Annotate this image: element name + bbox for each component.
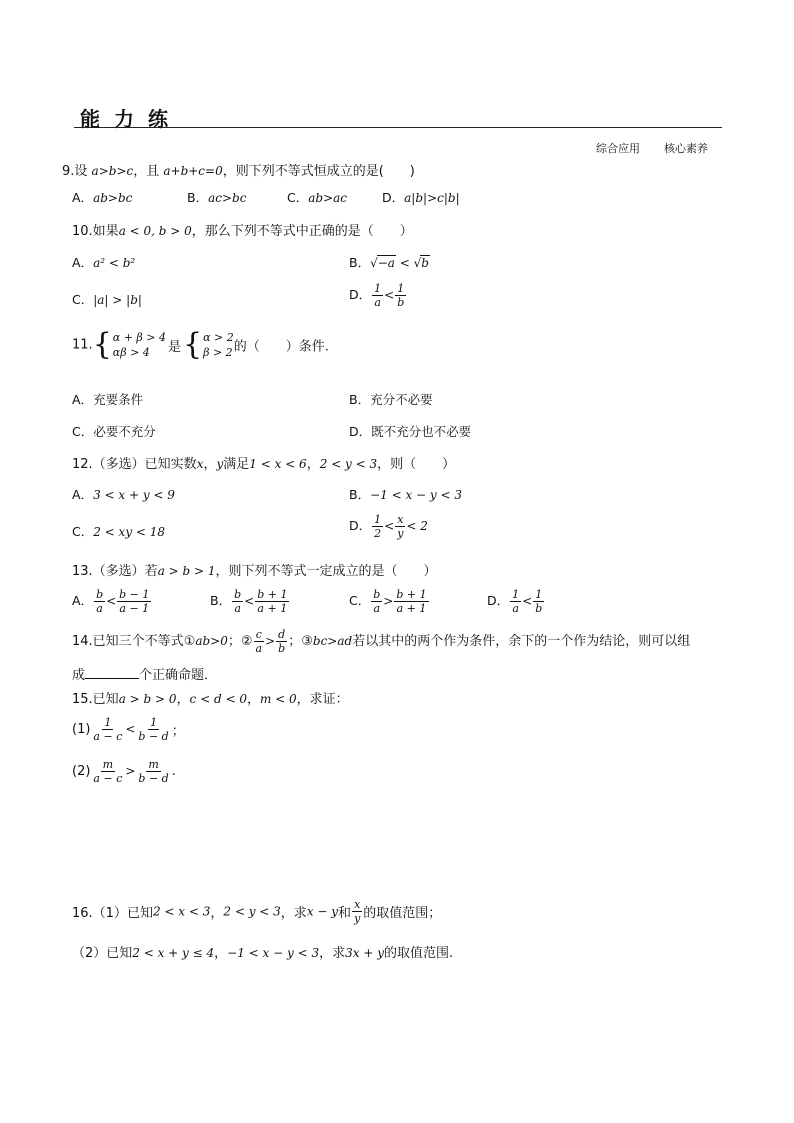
question-11-option-b[interactable]: B．充分不必要 <box>349 392 433 407</box>
question-12-option-d[interactable]: D． $\frac{1}{2}$ < $\frac{x}{y}$ < 2 <box>349 513 428 540</box>
question-15-stem: 15.已知a > b > 0，c < d < 0，m < 0，求证： <box>72 692 349 707</box>
question-13-option-c[interactable]: C． $\frac{b}{a}$ > $\frac{b + 1}{a + 1}$ <box>349 588 427 615</box>
question-11-option-d[interactable]: D．既不充分也不必要 <box>349 424 472 439</box>
question-15-part-1: (1) $\frac{1}{a - c}$ < $\frac{1}{b - d}$ ； <box>72 716 185 743</box>
question-9-stem: 9.设 a>b>c，且 a+b+c=0，则下列不等式恒成立的是( ) <box>62 164 415 179</box>
question-11-stem: 11. { α + β > 4 αβ > 4 是 { α > 2 β > 2 的（ ）条件. <box>72 327 329 362</box>
question-13-option-d[interactable]: D． $\frac{1}{a}$ < $\frac{1}{b}$ <box>487 588 543 615</box>
question-11-option-a[interactable]: A．充要条件 <box>72 392 144 407</box>
question-11-option-c[interactable]: C．必要不充分 <box>72 424 156 439</box>
question-12-option-b[interactable]: B．−1 < x − y < 3 <box>349 487 462 502</box>
question-16-part-2: （2）已知2 < x + y ≤ 4，−1 < x − y < 3，求3x + y的取值范围. <box>72 946 454 961</box>
question-12-option-a[interactable]: A．3 < x + y < 9 <box>72 487 175 502</box>
question-13-option-a[interactable]: A． $\frac{b}{a}$ < $\frac{b - 1}{a - 1}$ <box>72 588 150 615</box>
question-15-part-2: (2) $\frac{m}{a - c}$ > $\frac{m}{b - d}$ . <box>72 758 176 785</box>
question-10-stem: 10.如果a < 0, b > 0，那么下列不等式中正确的是（ ） <box>72 224 413 239</box>
question-12-option-c[interactable]: C．2 < xy < 18 <box>72 524 166 539</box>
question-16-part-1: 16.（1）已知2 < x < 3，2 < y < 3，求x − y和 $\frac{x}{y}$ 的取值范围； <box>72 898 442 925</box>
question-10-option-a[interactable]: A．a² < b² <box>72 255 136 270</box>
question-14-line2: 成 个正确命题． <box>72 668 218 683</box>
question-9-option-d[interactable]: D．a|b|>c|b| <box>382 190 460 205</box>
question-10-option-b[interactable]: B．√−a < √b <box>349 255 429 270</box>
section-heading: 能力练 <box>80 107 182 131</box>
question-9-option-a[interactable]: A．ab>bc <box>72 190 133 205</box>
heading-rule <box>74 127 722 128</box>
tag-core: 核心素养 <box>664 142 708 155</box>
question-13-option-b[interactable]: B． $\frac{b}{a}$ < $\frac{b + 1}{a + 1}$ <box>210 588 288 615</box>
question-9-option-c[interactable]: C．ab>ac <box>287 190 347 205</box>
question-12-stem: 12.（多选）已知实数x，y满足1 < x < 6，2 < y < 3，则（ ） <box>72 457 456 472</box>
question-9-option-b[interactable]: B．ac>bc <box>187 190 247 205</box>
section-tags <box>596 140 708 156</box>
answer-blank[interactable] <box>85 667 139 679</box>
tag-comprehensive: 综合应用 <box>596 142 640 155</box>
question-13-stem: 13.（多选）若a > b > 1，则下列不等式一定成立的是（ ） <box>72 564 437 579</box>
question-10-option-c[interactable]: C．|a| > |b| <box>72 292 142 307</box>
question-10-option-d[interactable]: D． $\frac{1}{a}$ < $\frac{1}{b}$ <box>349 282 405 309</box>
question-14-stem: 14.已知三个不等式①ab>0；② $\frac{c}{a}$ > $\frac{d}{b}$ ；③bc>ad若以其中的两个作为条件，余下的一个作为结论，则可以组 <box>72 628 691 655</box>
